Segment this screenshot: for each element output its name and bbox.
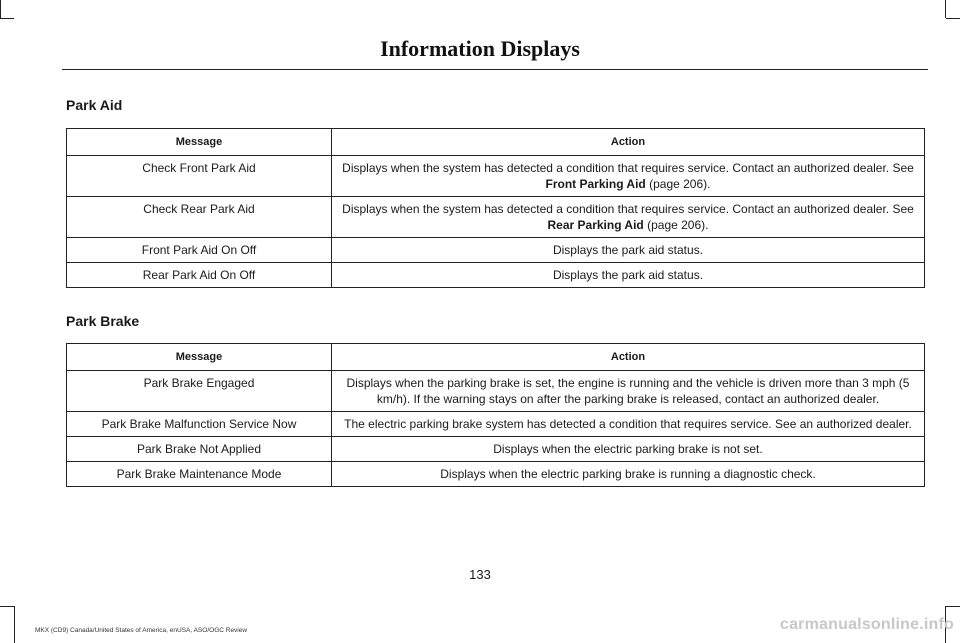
action-cell xyxy=(332,156,925,197)
table-row xyxy=(67,197,925,238)
message-cell: Rear Park Aid On Off xyxy=(67,263,332,288)
message-cell: Front Park Aid On Off xyxy=(67,238,332,263)
park-brake-table xyxy=(66,343,925,487)
page-reference: (page 206). xyxy=(647,218,709,232)
section-heading-park-aid: Park Aid xyxy=(66,97,123,113)
page-reference: (page 206). xyxy=(649,177,711,191)
crop-mark xyxy=(946,18,960,19)
table-row xyxy=(67,371,925,412)
message-cell: Park Brake Malfunction Service Now xyxy=(67,412,332,437)
table-header-row xyxy=(67,344,925,371)
column-header-action: Action xyxy=(332,344,925,371)
action-cell: Displays the park aid status. xyxy=(332,238,925,263)
crop-mark xyxy=(14,606,15,643)
table-row xyxy=(67,437,925,462)
message-cell: Check Rear Park Aid xyxy=(67,197,332,238)
action-cell: Displays when the electric parking brake is running a diagnostic check. xyxy=(332,462,925,487)
action-text: Displays when the system has detected a condition that requires service. Contact an authorized dealer. See xyxy=(342,202,914,216)
table-row xyxy=(67,156,925,197)
action-cell xyxy=(332,197,925,238)
table-row xyxy=(67,263,925,288)
crop-mark xyxy=(0,0,1,18)
message-cell: Check Front Park Aid xyxy=(67,156,332,197)
crop-mark xyxy=(945,0,946,18)
table-row xyxy=(67,238,925,263)
message-cell: Park Brake Not Applied xyxy=(67,437,332,462)
cross-reference-link: Rear Parking Aid xyxy=(547,218,644,232)
column-header-message: Message xyxy=(67,344,332,371)
watermark: carmanualsonline.info xyxy=(779,616,954,633)
table-row xyxy=(67,462,925,487)
header-divider xyxy=(62,69,928,70)
table-header-row xyxy=(67,129,925,156)
crop-mark xyxy=(0,18,14,19)
column-header-action: Action xyxy=(332,129,925,156)
cross-reference-link: Front Parking Aid xyxy=(545,177,646,191)
message-cell: Park Brake Engaged xyxy=(67,371,332,412)
action-cell: Displays when the electric parking brake is not set. xyxy=(332,437,925,462)
page-title: Information Displays xyxy=(380,36,580,61)
action-cell: The electric parking brake system has detected a condition that requires service. See an authorized dealer. xyxy=(332,412,925,437)
crop-mark xyxy=(0,606,14,607)
park-aid-table xyxy=(66,128,925,288)
action-cell: Displays when the parking brake is set, the engine is running and the vehicle is driven more than 3 mph (5 km/h). If the warning stays on after the parking brake is released, contact an authorized dealer. xyxy=(332,371,925,412)
column-header-message: Message xyxy=(67,129,332,156)
section-heading-park-brake: Park Brake xyxy=(66,313,140,329)
crop-mark xyxy=(946,606,960,607)
action-cell: Displays the park aid status. xyxy=(332,263,925,288)
page-number: 133 xyxy=(469,567,491,582)
table-row xyxy=(67,412,925,437)
action-text: Displays when the system has detected a condition that requires service. Contact an authorized dealer. See xyxy=(342,161,914,175)
document-info: MKX (CD9) Canada/United States of America, enUSA, ASO/OGC Review xyxy=(35,627,248,634)
message-cell: Park Brake Maintenance Mode xyxy=(67,462,332,487)
